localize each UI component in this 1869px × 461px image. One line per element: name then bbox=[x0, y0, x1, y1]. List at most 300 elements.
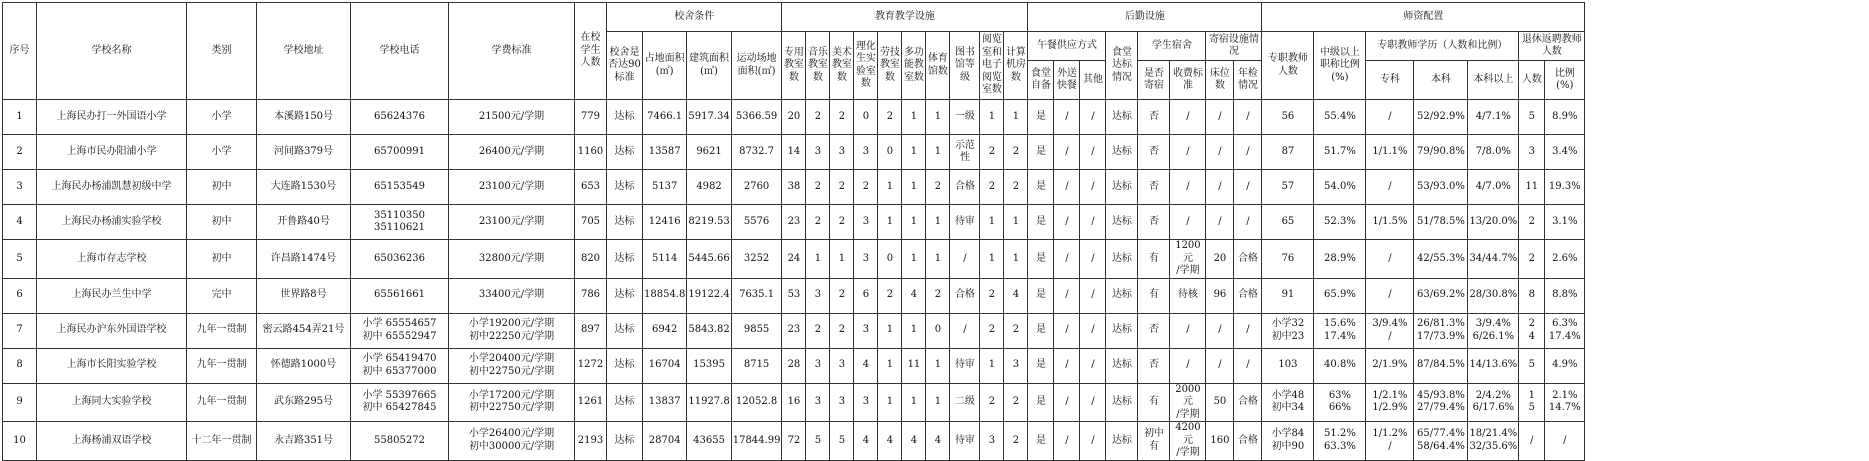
table-cell: 1 bbox=[1004, 100, 1028, 135]
table-cell: 2 bbox=[980, 383, 1004, 422]
table-cell: / bbox=[1366, 240, 1414, 279]
table-cell: 达标 bbox=[607, 100, 643, 135]
table-cell: 55.4% bbox=[1314, 100, 1366, 135]
table-cell: 0 bbox=[878, 240, 902, 279]
table-cell: 2/4.2% 6/17.6% bbox=[1468, 383, 1519, 422]
table-cell: 2 bbox=[1004, 135, 1028, 170]
table-cell: 1/1.1% bbox=[1366, 135, 1414, 170]
table-cell: 1 bbox=[878, 313, 902, 348]
header-lunch: 午餐供应方式 bbox=[1028, 32, 1106, 61]
table-cell: 32800元/学期 bbox=[449, 240, 575, 279]
header-education: 专职教师学历（人数和比例） bbox=[1366, 32, 1519, 61]
table-cell: 否 bbox=[1138, 205, 1170, 240]
table-row bbox=[3, 383, 1585, 422]
table-cell: 16704 bbox=[643, 348, 687, 383]
table-cell: / bbox=[1206, 348, 1234, 383]
table-cell: 103 bbox=[1262, 348, 1314, 383]
table-cell: 2 bbox=[980, 170, 1004, 205]
table-cell: 上海民办杨浦凯慧初级中学 bbox=[37, 170, 187, 205]
table-cell: 合格 bbox=[1234, 383, 1262, 422]
table-cell: 完中 bbox=[187, 278, 257, 313]
table-cell: 653 bbox=[575, 170, 607, 205]
table-row bbox=[3, 100, 1585, 135]
table-cell: 23100元/学期 bbox=[449, 170, 575, 205]
table-cell: 4.9% bbox=[1545, 348, 1585, 383]
header-retired: 退休返聘教师人数 bbox=[1519, 32, 1585, 61]
table-cell: 合格 bbox=[950, 170, 980, 205]
table-cell: / bbox=[1080, 205, 1106, 240]
table-cell: 达标 bbox=[607, 240, 643, 279]
table-cell: / bbox=[1054, 278, 1080, 313]
table-cell: 4 bbox=[854, 348, 878, 383]
table-cell: 达标 bbox=[1106, 170, 1138, 205]
header-beds: 床位数 bbox=[1206, 61, 1234, 100]
table-cell: 1 bbox=[1004, 205, 1028, 240]
table-cell: / bbox=[1234, 205, 1262, 240]
table-cell: 3 bbox=[854, 313, 878, 348]
table-cell: 14 bbox=[782, 135, 806, 170]
table-cell: 1200元 /学期 bbox=[1170, 240, 1206, 279]
table-cell: 7466.1 bbox=[643, 100, 687, 135]
table-cell: 1/2.1% 1/2.9% bbox=[1366, 383, 1414, 422]
table-cell: 6942 bbox=[643, 313, 687, 348]
table-cell: / bbox=[1054, 205, 1080, 240]
table-cell: 779 bbox=[575, 100, 607, 135]
table-cell: 51.7% bbox=[1314, 135, 1366, 170]
table-cell: 4/7.0% bbox=[1468, 170, 1519, 205]
table-cell: 达标 bbox=[607, 348, 643, 383]
table-cell: 2 bbox=[3, 135, 37, 170]
table-cell: 达标 bbox=[607, 313, 643, 348]
table-cell: 初中有 bbox=[1138, 422, 1170, 461]
table-cell: 1 bbox=[902, 100, 926, 135]
header-land: 占地面积(㎡) bbox=[643, 32, 687, 100]
table-cell: 是 bbox=[1028, 422, 1054, 461]
table-cell: 1 bbox=[1004, 240, 1028, 279]
table-cell: / bbox=[1519, 422, 1545, 461]
table-cell: 11 bbox=[902, 348, 926, 383]
table-cell: / bbox=[1206, 170, 1234, 205]
table-row bbox=[3, 422, 1585, 461]
table-cell: 52/92.9% bbox=[1414, 100, 1468, 135]
table-cell: 1 bbox=[902, 313, 926, 348]
table-cell: / bbox=[1054, 240, 1080, 279]
table-cell: 3 bbox=[830, 348, 854, 383]
table-cell: 1 bbox=[902, 135, 926, 170]
table-cell: 3 bbox=[854, 135, 878, 170]
table-cell: 87 bbox=[1262, 135, 1314, 170]
table-cell: / bbox=[1206, 205, 1234, 240]
table-cell: 九年一贯制 bbox=[187, 313, 257, 348]
table-cell: 897 bbox=[575, 313, 607, 348]
table-row bbox=[3, 205, 1585, 240]
table-cell: 2 bbox=[854, 170, 878, 205]
table-cell: / bbox=[1170, 100, 1206, 135]
table-cell: 小学 bbox=[187, 100, 257, 135]
table-cell: 1 bbox=[980, 100, 1004, 135]
table-cell: 九年一贯制 bbox=[187, 383, 257, 422]
header-dorm-has: 是否寄宿 bbox=[1138, 61, 1170, 100]
table-cell: 5 bbox=[1519, 100, 1545, 135]
table-cell: 53/93.0% bbox=[1414, 170, 1468, 205]
table-cell: / bbox=[1054, 135, 1080, 170]
header-art-rooms: 美术教室数 bbox=[830, 32, 854, 100]
table-cell: 23 bbox=[782, 205, 806, 240]
table-cell: 43655 bbox=[687, 422, 731, 461]
table-cell: 小学84 初中90 bbox=[1262, 422, 1314, 461]
table-cell: 28704 bbox=[643, 422, 687, 461]
table-cell: 永吉路351号 bbox=[257, 422, 351, 461]
table-cell: 2 bbox=[806, 205, 830, 240]
table-cell: 小学20400元/学期 初中22750元/学期 bbox=[449, 348, 575, 383]
table-cell: / bbox=[1080, 278, 1106, 313]
table-cell: 达标 bbox=[607, 278, 643, 313]
table-cell: / bbox=[1054, 313, 1080, 348]
table-cell: 是 bbox=[1028, 348, 1054, 383]
table-cell: 20 bbox=[782, 100, 806, 135]
table-cell: 0 bbox=[854, 100, 878, 135]
header-special-rooms: 专用教室数 bbox=[782, 32, 806, 100]
table-cell: 786 bbox=[575, 278, 607, 313]
table-cell: 63% 66% bbox=[1314, 383, 1366, 422]
table-cell: 2 bbox=[878, 100, 902, 135]
table-cell: 3 bbox=[806, 278, 830, 313]
table-cell: 合格 bbox=[1234, 240, 1262, 279]
table-cell: 705 bbox=[575, 205, 607, 240]
table-cell: 65.9% bbox=[1314, 278, 1366, 313]
table-cell: 上海市存志学校 bbox=[37, 240, 187, 279]
header-canteen-std: 食堂达标情况 bbox=[1106, 32, 1138, 100]
table-cell: 17844.99 bbox=[731, 422, 782, 461]
table-cell: 1 bbox=[902, 205, 926, 240]
table-cell: 2 bbox=[806, 170, 830, 205]
header-lunch-other: 其他 bbox=[1080, 61, 1106, 100]
table-cell: 63/69.2% bbox=[1414, 278, 1468, 313]
table-cell: 2 bbox=[980, 135, 1004, 170]
table-cell: 2 bbox=[980, 313, 1004, 348]
table-cell: 上海杨浦双语学校 bbox=[37, 422, 187, 461]
table-cell: 3252 bbox=[731, 240, 782, 279]
header-computer-rooms: 计算机房数 bbox=[1004, 32, 1028, 100]
table-cell: / bbox=[1234, 135, 1262, 170]
table-cell: 15395 bbox=[687, 348, 731, 383]
table-cell: 28 bbox=[782, 348, 806, 383]
table-cell: 79/90.8% bbox=[1414, 135, 1468, 170]
table-cell: / bbox=[1054, 383, 1080, 422]
table-cell: 1 bbox=[806, 240, 830, 279]
table-cell: 待审 bbox=[950, 348, 980, 383]
table-cell: 待审 bbox=[950, 205, 980, 240]
table-cell: 18/21.4% 32/35.6% bbox=[1468, 422, 1519, 461]
header-group-staff: 师资配置 bbox=[1262, 3, 1585, 32]
table-cell: / bbox=[1366, 100, 1414, 135]
table-cell: 1160 bbox=[575, 135, 607, 170]
table-cell: 1 bbox=[980, 240, 1004, 279]
table-cell: 一级 bbox=[950, 100, 980, 135]
table-cell: 否 bbox=[1138, 135, 1170, 170]
table-cell: 3 bbox=[806, 348, 830, 383]
table-cell: 是 bbox=[1028, 205, 1054, 240]
header-gym: 体育馆数 bbox=[926, 32, 950, 100]
table-cell: / bbox=[1054, 100, 1080, 135]
table-cell: 57 bbox=[1262, 170, 1314, 205]
table-cell: / bbox=[1170, 348, 1206, 383]
table-cell: 20 bbox=[1206, 240, 1234, 279]
table-cell: / bbox=[950, 313, 980, 348]
table-cell: 小学 65554657 初中 65552947 bbox=[351, 313, 449, 348]
table-cell: 12416 bbox=[643, 205, 687, 240]
table-cell: 0 bbox=[926, 313, 950, 348]
table-cell: 小学48 初中34 bbox=[1262, 383, 1314, 422]
table-cell: 28.9% bbox=[1314, 240, 1366, 279]
table-cell: 56 bbox=[1262, 100, 1314, 135]
table-cell: 上海市长阳实验学校 bbox=[37, 348, 187, 383]
table-cell: 合格 bbox=[950, 278, 980, 313]
header-edu-bachelor: 本科 bbox=[1414, 61, 1468, 100]
table-cell: 9855 bbox=[731, 313, 782, 348]
header-senior-ratio: 中级以上职称比例(%) bbox=[1314, 32, 1366, 100]
table-cell: / bbox=[1366, 170, 1414, 205]
table-cell: 1 bbox=[902, 170, 926, 205]
table-cell: 8715 bbox=[731, 348, 782, 383]
table-cell: / bbox=[950, 240, 980, 279]
table-cell: 50 bbox=[1206, 383, 1234, 422]
table-cell: 河间路379号 bbox=[257, 135, 351, 170]
table-cell: 65/77.4% 58/64.4% bbox=[1414, 422, 1468, 461]
header-boarding: 寄宿设施情况 bbox=[1206, 32, 1262, 61]
table-cell: 1 5 bbox=[1519, 383, 1545, 422]
table-cell: 3 bbox=[980, 422, 1004, 461]
header-seq: 序号 bbox=[3, 3, 37, 100]
table-cell: 3 bbox=[854, 205, 878, 240]
table-cell: 76 bbox=[1262, 240, 1314, 279]
table-cell: 2 bbox=[806, 100, 830, 135]
table-cell: 8 bbox=[3, 348, 37, 383]
table-cell: 23 bbox=[782, 313, 806, 348]
table-cell: 2 bbox=[926, 278, 950, 313]
table-cell: 2 bbox=[980, 278, 1004, 313]
table-cell: 达标 bbox=[1106, 100, 1138, 135]
table-cell: 3 bbox=[854, 240, 878, 279]
table-cell: 2 bbox=[1519, 240, 1545, 279]
header-name: 学校名称 bbox=[37, 3, 187, 100]
table-cell: 11 bbox=[1519, 170, 1545, 205]
table-cell: 54.0% bbox=[1314, 170, 1366, 205]
table-cell: 96 bbox=[1206, 278, 1234, 313]
table-cell: / bbox=[1170, 205, 1206, 240]
table-cell: 23100元/学期 bbox=[449, 205, 575, 240]
table-cell: 5917.34 bbox=[687, 100, 731, 135]
table-cell: 2193 bbox=[575, 422, 607, 461]
table-cell: 1 bbox=[926, 135, 950, 170]
table-cell: 1/1.5% bbox=[1366, 205, 1414, 240]
table-cell: / bbox=[1054, 348, 1080, 383]
table-cell: 2 bbox=[878, 278, 902, 313]
table-cell: 有 bbox=[1138, 240, 1170, 279]
header-fee: 学费标准 bbox=[449, 3, 575, 100]
table-cell: 8219.53 bbox=[687, 205, 731, 240]
header-edu-college: 专科 bbox=[1366, 61, 1414, 100]
table-row bbox=[3, 135, 1585, 170]
table-cell: 本溪路150号 bbox=[257, 100, 351, 135]
table-cell: 42/55.3% bbox=[1414, 240, 1468, 279]
table-cell: 6 bbox=[3, 278, 37, 313]
table-cell: 2 bbox=[806, 313, 830, 348]
table-cell: 1 bbox=[980, 348, 1004, 383]
table-cell: 是 bbox=[1028, 240, 1054, 279]
table-cell: 65561661 bbox=[351, 278, 449, 313]
header-type: 类别 bbox=[187, 3, 257, 100]
table-cell: 1 bbox=[926, 205, 950, 240]
table-cell: 3/9.4% 6/26.1% bbox=[1468, 313, 1519, 348]
table-cell: 否 bbox=[1138, 170, 1170, 205]
table-cell: 45/93.8% 27/79.4% bbox=[1414, 383, 1468, 422]
table-cell: 是 bbox=[1028, 313, 1054, 348]
table-cell: 2 bbox=[830, 313, 854, 348]
table-cell: 33400元/学期 bbox=[449, 278, 575, 313]
header-lunch-delivery: 外送快餐 bbox=[1054, 61, 1080, 100]
table-cell: / bbox=[1206, 100, 1234, 135]
table-cell: 13587 bbox=[643, 135, 687, 170]
table-cell: 3 bbox=[830, 135, 854, 170]
table-cell: 5 bbox=[3, 240, 37, 279]
table-cell: 4 bbox=[926, 422, 950, 461]
table-cell: 6.3% 17.4% bbox=[1545, 313, 1585, 348]
header-address: 学校地址 bbox=[257, 3, 351, 100]
table-cell: 1 bbox=[830, 240, 854, 279]
table-cell: 11927.8 bbox=[687, 383, 731, 422]
table-cell: 上海民办兰生中学 bbox=[37, 278, 187, 313]
table-cell: 小学17200元/学期 初中22750元/学期 bbox=[449, 383, 575, 422]
table-cell: 4 bbox=[902, 422, 926, 461]
table-cell: 160 bbox=[1206, 422, 1234, 461]
table-cell: 1272 bbox=[575, 348, 607, 383]
table-cell: 1 bbox=[926, 240, 950, 279]
header-multi-rooms: 多功能教室数 bbox=[902, 32, 926, 100]
header-group-teaching: 教育教学设施 bbox=[782, 3, 1028, 32]
header-dorm: 学生宿舍 bbox=[1138, 32, 1206, 61]
header-edu-above: 本科以上 bbox=[1468, 61, 1519, 100]
table-cell: 世界路8号 bbox=[257, 278, 351, 313]
table-cell: 5 bbox=[806, 422, 830, 461]
table-cell: 3 bbox=[3, 170, 37, 205]
table-cell: 达标 bbox=[1106, 240, 1138, 279]
table-cell: 65624376 bbox=[351, 100, 449, 135]
header-building: 建筑面积(㎡) bbox=[687, 32, 731, 100]
table-cell: 怀德路1000号 bbox=[257, 348, 351, 383]
header-dorm-fee: 收费标准 bbox=[1170, 61, 1206, 100]
table-cell: 4 bbox=[854, 422, 878, 461]
table-cell: 达标 bbox=[1106, 383, 1138, 422]
table-cell: 是 bbox=[1028, 100, 1054, 135]
table-cell: 合格 bbox=[1234, 422, 1262, 461]
table-cell: 91 bbox=[1262, 278, 1314, 313]
table-cell: 2760 bbox=[731, 170, 782, 205]
header-reading-rooms: 阅览室和电子阅览室数 bbox=[980, 32, 1004, 100]
table-cell: 1 bbox=[878, 383, 902, 422]
table-cell: / bbox=[1170, 170, 1206, 205]
table-row bbox=[3, 348, 1585, 383]
table-cell: 4 bbox=[878, 422, 902, 461]
table-cell: / bbox=[1080, 135, 1106, 170]
table-cell: 3/9.4% / bbox=[1366, 313, 1414, 348]
table-cell: / bbox=[1234, 100, 1262, 135]
table-cell: 38 bbox=[782, 170, 806, 205]
table-cell: 65 bbox=[1262, 205, 1314, 240]
table-cell: 820 bbox=[575, 240, 607, 279]
table-cell: 26/81.3% 17/73.9% bbox=[1414, 313, 1468, 348]
table-cell: 5843.82 bbox=[687, 313, 731, 348]
table-cell: 1 bbox=[3, 100, 37, 135]
table-cell: 上海同大实验学校 bbox=[37, 383, 187, 422]
table-cell: 上海市民办阳浦小学 bbox=[37, 135, 187, 170]
table-cell: 65153549 bbox=[351, 170, 449, 205]
table-cell: 达标 bbox=[607, 205, 643, 240]
table-cell: 9 bbox=[3, 383, 37, 422]
header-library-level: 图书馆等级 bbox=[950, 32, 980, 100]
table-cell: 达标 bbox=[607, 170, 643, 205]
table-cell: 达标 bbox=[607, 383, 643, 422]
table-cell: 2.1% 14.7% bbox=[1545, 383, 1585, 422]
header-group-logistics: 后勤设施 bbox=[1028, 3, 1262, 32]
table-cell: 大连路1530号 bbox=[257, 170, 351, 205]
table-cell: 65700991 bbox=[351, 135, 449, 170]
table-cell: / bbox=[1080, 422, 1106, 461]
table-cell: / bbox=[1080, 100, 1106, 135]
table-cell: 4 bbox=[1004, 278, 1028, 313]
header-group-campus: 校舍条件 bbox=[607, 3, 782, 32]
table-cell: 小学 bbox=[187, 135, 257, 170]
header-music-rooms: 音乐教室数 bbox=[806, 32, 830, 100]
table-cell: 52.3% bbox=[1314, 205, 1366, 240]
table-cell: 5137 bbox=[643, 170, 687, 205]
table-cell: 5576 bbox=[731, 205, 782, 240]
table-cell: 小学 65419470 初中 65377000 bbox=[351, 348, 449, 383]
table-cell: 达标 bbox=[1106, 348, 1138, 383]
table-cell: / bbox=[1170, 135, 1206, 170]
table-cell: 2.6% bbox=[1545, 240, 1585, 279]
table-cell: 7635.1 bbox=[731, 278, 782, 313]
table-cell: 上海民办沪东外国语学校 bbox=[37, 313, 187, 348]
table-cell: 九年一贯制 bbox=[187, 348, 257, 383]
table-cell: 有 bbox=[1138, 383, 1170, 422]
table-cell: 3 bbox=[854, 383, 878, 422]
school-table-container bbox=[2, 2, 1585, 461]
table-cell: 1/1.2% / bbox=[1366, 422, 1414, 461]
header-retired-count: 人数 bbox=[1519, 61, 1545, 100]
table-cell: 1 bbox=[926, 348, 950, 383]
table-cell: 4 bbox=[3, 205, 37, 240]
table-cell: 小学26400元/学期 初中30000元/学期 bbox=[449, 422, 575, 461]
table-cell: 34/44.7% bbox=[1468, 240, 1519, 279]
table-cell: 13/20.0% bbox=[1468, 205, 1519, 240]
table-cell: 28/30.8% bbox=[1468, 278, 1519, 313]
table-cell: 3 bbox=[1519, 135, 1545, 170]
table-cell: 1 bbox=[878, 205, 902, 240]
header-sport: 运动场地面积(㎡) bbox=[731, 32, 782, 100]
table-cell: 有 bbox=[1138, 278, 1170, 313]
table-cell: 是 bbox=[1028, 135, 1054, 170]
school-info-table bbox=[2, 2, 1585, 461]
table-cell: 7 bbox=[3, 313, 37, 348]
table-cell: 35110350 35110621 bbox=[351, 205, 449, 240]
table-cell: 小学32 初中23 bbox=[1262, 313, 1314, 348]
table-cell: 3 bbox=[806, 135, 830, 170]
header-labs: 理化生实验室数 bbox=[854, 32, 878, 100]
table-cell: 开鲁路40号 bbox=[257, 205, 351, 240]
table-cell: 1 bbox=[878, 348, 902, 383]
table-cell: 2 bbox=[926, 170, 950, 205]
